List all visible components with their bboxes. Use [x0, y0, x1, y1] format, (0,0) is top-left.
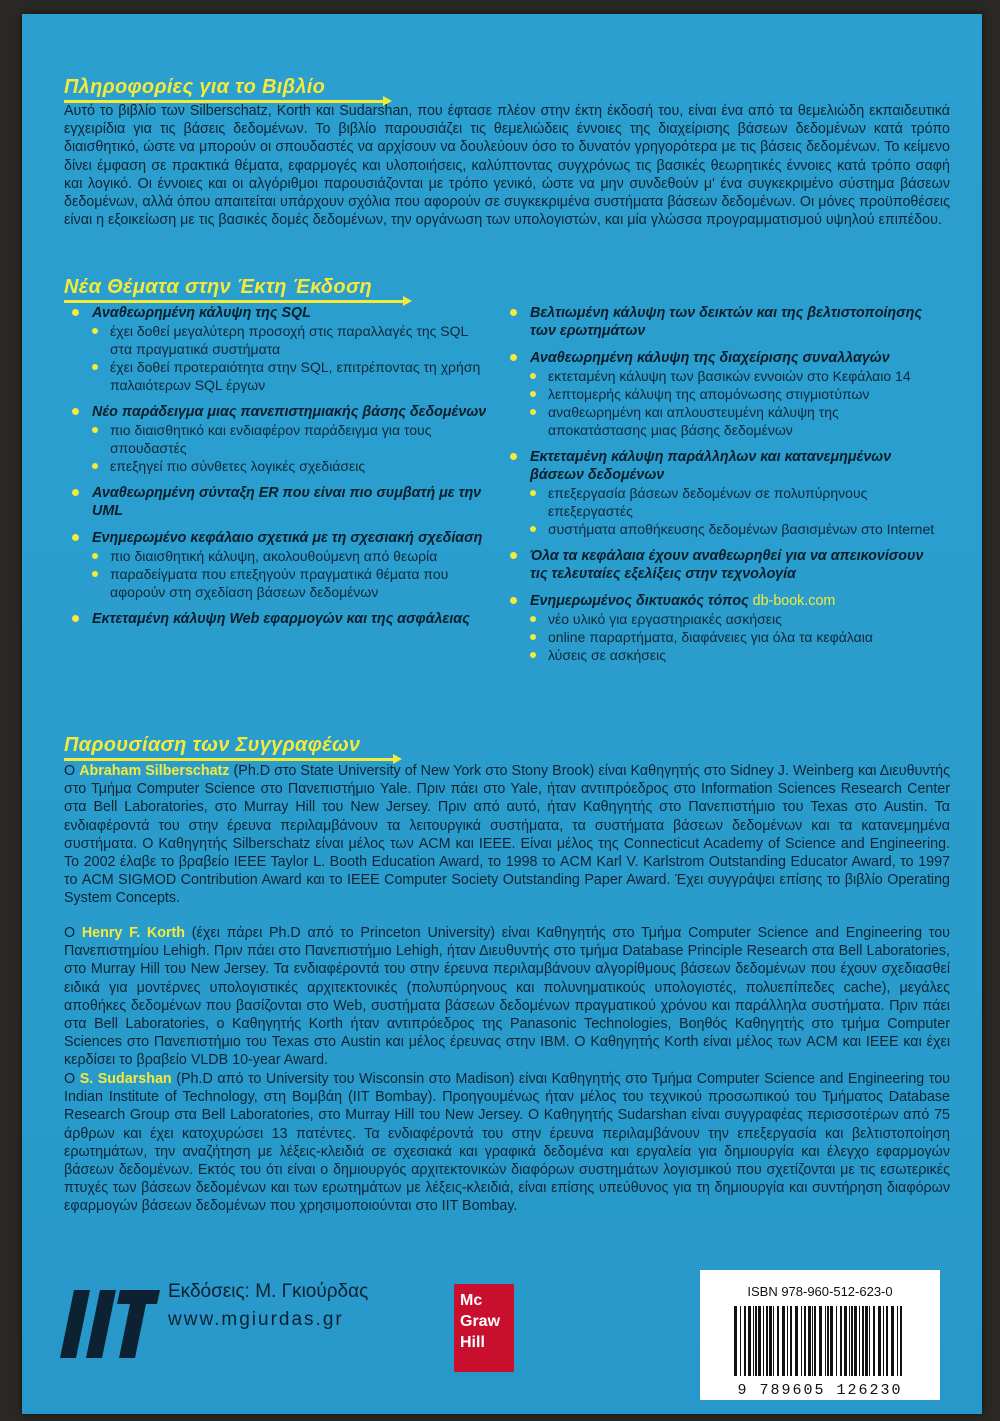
feature-subitem: [510, 403, 940, 439]
barcode-bar: [782, 1306, 785, 1376]
author-bio: [64, 762, 950, 908]
feature-heading: [72, 529, 492, 547]
barcode-bar: [777, 1306, 779, 1376]
new-topics-right-column: [510, 304, 940, 673]
feature-item: [510, 547, 940, 583]
author-prefix: Ο: [64, 925, 82, 941]
isbn-barcode-box: [700, 1270, 940, 1400]
barcode-bar: [830, 1306, 833, 1376]
feature-subitem: [510, 628, 940, 646]
section-rule: [64, 758, 394, 761]
feature-heading: [72, 403, 492, 421]
feature-subitem-text: επεξεργασία βάσεων δεδομένων σε πολυπύρηνους επεξεργαστές: [548, 485, 868, 519]
feature-subitem: [510, 367, 940, 385]
feature-item: [510, 448, 940, 538]
author-name: Abraham Silberschatz: [79, 763, 230, 779]
barcode-bar: [840, 1306, 842, 1376]
feature-subitem-text: λύσεις σε ασκήσεις: [548, 647, 666, 663]
barcode-bar: [900, 1306, 902, 1376]
feature-heading: [72, 484, 492, 520]
bullet-icon: [530, 634, 542, 640]
section-rule: [64, 300, 404, 303]
feature-item: [72, 304, 492, 394]
feature-subitem: [510, 385, 940, 403]
book-info-paragraph: Αυτό το βιβλίο των Silberschatz, Korth και Sudarshan, που έφτασε πλέον στην έκτη έκδοσή του, είναι ένα από τα θεμελιώδη εκπαιδευτικά εγχειρίδια για τις βάσεις δεδομένων. Το βιβλίο παρουσιάζει τις θεμελιώδεις έννοιες της διαχείρισης βάσεων δεδομένων κατά τρόπο διαισθητικό, ώστε να μπορούν οι σπουδαστές να αρχίσουν να δουλεύουν όσο το δυνατόν γρηγορότερα με τις βάσεις δεδομένων. Το κείμενο δίνει έμφαση σε πρακτικά θέματα, εφαρμογές και υλοποιήσεις, καλύπτοντας συγχρόνως τις βασικές θεωρητικές έννοιες κατά τρόπο σαφή και λογικό. Οι έννοιες και οι αλγόριθμοι παρουσιάζονται με τρόπο γενικό, ώστε να μην συνδεθούν μ' ένα συγκεκριμένο σύστημα βάσεων δεδομένων, αλλά όπου απαιτείται υπάρχουν σχόλια που αφορούν σε συγκεκριμένα συστήματα βάσεων δεδομένων. Οι μόνες προϋποθέσεις είναι η εξοικείωση με τις βασικές δομές δεδομένων, την οργάνωση των υπολογιστών, και μία γλώσσα προγραμματισμού υψηλού επιπέδου.: [64, 103, 950, 229]
barcode-bar: [819, 1306, 822, 1376]
barcode-bar: [755, 1306, 757, 1376]
section-title-book-info: Πληροφορίες για το Βιβλίο: [64, 76, 326, 98]
new-topics-left-column: [72, 304, 492, 637]
feature-subitem-text: εκτεταμένη κάλυψη των βασικών εννοιών στο Κεφάλαιο 14: [548, 368, 911, 384]
barcode-bar: [865, 1306, 868, 1376]
barcode-bar: [804, 1306, 806, 1376]
mcgraw-line: Graw: [460, 1313, 501, 1330]
barcode-bar: [873, 1306, 875, 1376]
feature-subitem: [510, 484, 940, 520]
barcode-bar: [844, 1306, 847, 1376]
barcode-icon: [732, 1306, 908, 1380]
barcode-bar: [859, 1306, 860, 1376]
feature-heading-text: Αναθεωρημένη κάλυψη της SQL: [92, 305, 311, 321]
bullet-icon: [510, 597, 522, 604]
barcode-bar: [812, 1306, 813, 1376]
publisher-info: [168, 1278, 368, 1334]
feature-subitem-text: έχει δοθεί προτεραιότητα στην SQL, επιτρέποντας τη χρήση παλαιότερων SQL έργων: [110, 359, 481, 393]
website-link[interactable]: db-book.com: [752, 593, 836, 609]
isbn-label: ISBN 978-960-512-623-0: [747, 1284, 893, 1299]
feature-subitem: [510, 610, 940, 628]
barcode-bar: [795, 1306, 798, 1376]
feature-heading: [510, 304, 940, 340]
feature-heading-text: Εκτεταμένη κάλυψη Web εφαρμογών και της ασφάλειας: [92, 611, 470, 627]
bullet-icon: [72, 489, 84, 496]
feature-subitem-text: νέο υλικό για εργαστηριακές ασκήσεις: [548, 611, 782, 627]
bullet-icon: [92, 463, 104, 469]
bullet-icon: [530, 373, 542, 379]
feature-heading-text: Αναθεωρημένη σύνταξη ER που είναι πιο συμβατή με την UML: [92, 485, 482, 519]
barcode-bar: [787, 1306, 788, 1376]
barcode-bar: [851, 1306, 853, 1376]
bullet-icon: [530, 526, 542, 532]
feature-heading-text: Εκτεταμένη κάλυψη παράλληλων και κατανεμημένων βάσεων δεδομένων: [530, 449, 892, 483]
feature-heading: [72, 610, 492, 628]
barcode-digits: 9 789605 126230: [737, 1382, 903, 1399]
publisher-name: Εκδόσεις: Μ. Γκιούρδας: [168, 1281, 369, 1302]
author-bio-text: (Ph.D από το University του Wisconsin στο Madison) είναι Καθηγητής στο Τμήμα Computer Science and Engineering του Indian Institute of Technology, στη Βομβάη (IIT Bombay). Προηγουμένως ήταν μέλος του τεχνικού προσωπικού του Τμήματος Database Research Group στα Bell Laboratories, στο Murray Hill του New Jersey. Ο Καθηγητής Sudarshan είναι συγγραφέας περισσοτέρων από 75 άρθρων και έχει κατοχυρώσει 13 πατέντες. Τα ενδιαφέροντά του στην έρευνα περιλαμβάνουν την επεξεργασία και βελτιστοποίηση ερωτημάτων, την αναζήτηση με λέξεις-κλειδιά σε σχεσιακά και γραφικά δεδομένα και εργαλεία για δημιουργία και έλεγχο εφαρμογών βάσεων δεδομένων. Εκτός του ότι είναι ο δημιουργός αρχιτεκτονικών διαφόρων συστημάτων λογισμικού που σχετίζονται με τις εσωτερικές πτυχές των βάσεων δεδομένων και των ερωτημάτων με λέξεις-κλειδιά, είναι επίσης υπεύθυνος για τη δημιουργία και συντήρηση διαφόρων εφαρμογών βάσεων δεδομένων που χρησιμοποιούνται στο IIT Bombay.: [64, 1071, 951, 1215]
bullet-icon: [530, 616, 542, 622]
feature-subitem: [72, 547, 492, 565]
bullet-icon: [72, 408, 84, 415]
author-bio-text: (έχει πάρει Ph.D από το Princeton University) είναι Καθηγητής στο Τμήμα Computer Science and Engineering του Πανεπιστημίου Lehigh. Πριν πάει στο Πανεπιστήμιο Lehigh, ήταν Διευθυντής στο τμήμα Database Principle Research στα Bell Laboratories, στο Murray Hill του New Jersey. Τα ενδιαφέροντά του στην έρευνα περιλαμβάνουν αλγορίθμους βάσεων δεδομένων που έχουν σχεδιασθεί ειδικά για μοντέρνες υπολογιστικές αρχιτεκτονικές (πολυπύρηνους και πολυνηματικούς υπολογιστές, πολυεπίπεδες cache), μεγάλες αποθήκες δεδομένων που βασίζονται στο Web, συστήματα βάσεων δεδομένων πραγματικού χρόνου και παράλληλα συστήματα. Πριν πάει στα Bell Laboratories, ο Καθηγητής Korth ήταν αντιπρόεδρος της Panasonic Technologies, Βοηθός Καθηγητής στο τμήμα Computer Sciences στο Πανεπιστήμιο του Texas στο Austin και μέλος έρευνας στην IBM. Ο Καθηγητής Korth είναι μέλος των ACM και IEEE και έχει κερδίσει το βραβείο VLDB 10-year Award.: [64, 925, 950, 1069]
barcode-bar: [758, 1306, 761, 1376]
barcode-bar: [814, 1306, 816, 1376]
feature-item: [72, 610, 492, 628]
barcode-bar: [766, 1306, 768, 1376]
barcode-bar: [801, 1306, 802, 1376]
feature-item: [510, 304, 940, 340]
bullet-icon: [72, 309, 84, 316]
feature-subitem-text: επεξηγεί πιο σύνθετες λογικές σχεδιάσεις: [110, 458, 366, 474]
barcode-bar: [897, 1306, 898, 1376]
bullet-icon: [510, 309, 522, 316]
feature-subitem-text: online παραρτήματα, διαφάνειες για όλα τα κεφάλαια: [548, 629, 873, 645]
feature-heading-text: Ενημερωμένος δικτυακός τόπος: [530, 593, 749, 609]
feature-subitem: [510, 520, 940, 538]
mcgraw-line: Hill: [460, 1334, 485, 1351]
feature-heading: [510, 592, 940, 610]
section-title-new-topics: Νέα Θέματα στην Έκτη Έκδοση: [64, 276, 373, 298]
barcode-bar: [886, 1306, 888, 1376]
feature-heading-text: Αναθεωρημένη κάλυψη της διαχείρισης συναλλαγών: [530, 350, 890, 366]
feature-subitem-text: συστήματα αποθήκευσης δεδομένων βασισμένων στο Internet: [548, 521, 935, 537]
feature-subitem: [72, 358, 492, 394]
feature-heading: [72, 304, 492, 322]
bullet-icon: [92, 553, 104, 559]
barcode-bar: [790, 1306, 792, 1376]
barcode-bar: [869, 1306, 870, 1376]
author-prefix: Ο: [64, 1071, 80, 1087]
bullet-icon: [92, 427, 104, 433]
feature-subitem-text: λεπτομερής κάλυψη της απομόνωσης στιγμιοτύπων: [548, 386, 870, 402]
bullet-icon: [510, 453, 522, 460]
author-bio: [64, 1070, 950, 1216]
feature-heading-text: Βελτιωμένη κάλυψη των δεικτών και της βελτιστοποίησης των ερωτημάτων: [530, 305, 922, 339]
feature-item: [510, 349, 940, 439]
barcode-bar: [808, 1306, 811, 1376]
bullet-icon: [530, 391, 542, 397]
feature-subitem: [510, 646, 940, 664]
bullet-icon: [92, 328, 104, 334]
barcode-bar: [836, 1306, 837, 1376]
barcode-bar: [769, 1306, 772, 1376]
feature-subitem-text: πιο διαισθητικό και ενδιαφέρον παράδειγμα για τους σπουδαστές: [110, 422, 432, 456]
publisher-logo: [60, 1284, 160, 1364]
feature-heading-text: Νέο παράδειγμα μιας πανεπιστημιακής βάσης δεδομένων: [92, 404, 487, 420]
barcode-bar: [891, 1306, 894, 1376]
barcode-bar: [825, 1306, 826, 1376]
feature-item: [72, 403, 492, 475]
barcode-bar: [878, 1306, 881, 1376]
mcgraw-hill-logo: [454, 1284, 514, 1372]
barcode-bar: [883, 1306, 884, 1376]
bullet-icon: [510, 552, 522, 559]
author-bio: [64, 924, 950, 1070]
mcgraw-line: Mc: [460, 1292, 483, 1309]
feature-item: [72, 529, 492, 601]
barcode-bar: [740, 1306, 741, 1376]
bullet-icon: [510, 354, 522, 361]
barcode-bar: [753, 1306, 754, 1376]
author-prefix: Ο: [64, 763, 80, 779]
feature-subitem: [72, 565, 492, 601]
feature-heading-text: Όλα τα κεφάλαια έχουν αναθεωρηθεί για να απεικονίσουν τις τελευταίες εξελίξεις στην τεχνολογία: [530, 548, 924, 582]
feature-subitem-text: αναθεωρημένη και απλουστευμένη κάλυψη της αποκατάστασης μιας βάσης δεδομένων: [548, 404, 839, 438]
feature-subitem-text: παραδείγματα που επεξηγούν πραγματικά θέματα που αφορούν στη σχεδίαση βάσεων δεδομένων: [110, 566, 449, 600]
feature-item: [510, 592, 940, 664]
bullet-icon: [530, 490, 542, 496]
publisher-url: www.mgiurdas.gr: [168, 1309, 344, 1330]
barcode-bar: [748, 1306, 751, 1376]
feature-heading-text: Ενημερωμένο κεφάλαιο σχετικά με τη σχεσιακή σχεδίαση: [92, 530, 483, 546]
author-bio-text: (Ph.D στο State University of New York στο Stony Brook) είναι Καθηγητής στο Sidney J. Weinberg και Διευθυντής στο Τμήμα Computer Science στο Πανεπιστήμιο Yale. Πριν πάει στο Yale, ήταν αντιπρόεδρος στο Information Sciences Research Center στα Bell Laboratories, στο Murray Hill του New Jersey. Πριν από αυτό, ήταν Καθηγητής στο Πανεπιστήμιο του Texas στο Austin. Τα ενδιαφέροντά του στην έρευνα περιλαμβάνουν τα λειτουργικά συστήματα, τα συστήματα βάσεων δεδομένων και τα κατανεμημένα συστήματα. Ο Καθηγητής Silberschatz είναι μέλος των ACM και IEEE. Είναι μέλος της Connecticut Academy of Science and Engineering. Το 2002 έλαβε το βραβείο IEEE Taylor L. Booth Education Award, το 1998 το ACM Karl V. Karlstrom Outstanding Educator Award, το 1997 το ACM SIGMOD Contribution Award και το IEEE Computer Society Outstanding Paper Award. Έχει συγγράψει επίσης το βιβλίο Operating System Concepts.: [64, 763, 950, 907]
barcode-bar: [744, 1306, 746, 1376]
book-back-cover: [22, 14, 982, 1414]
feature-subitem: [72, 322, 492, 358]
feature-subitem-text: πιο διαισθητική κάλυψη, ακολουθούμενη από θεωρία: [110, 548, 438, 564]
feature-item: [72, 484, 492, 520]
author-name: S. Sudarshan: [79, 1071, 172, 1087]
barcode-bar: [827, 1306, 829, 1376]
barcode-bar: [849, 1306, 850, 1376]
bullet-icon: [92, 364, 104, 370]
bullet-icon: [530, 652, 542, 658]
feature-subitem-text: έχει δοθεί μεγαλύτερη προσοχή στις παραλλαγές της SQL στα πραγματικά συστήματα: [110, 323, 468, 357]
bullet-icon: [72, 615, 84, 622]
bullet-icon: [92, 571, 104, 577]
feature-subitem: [72, 421, 492, 457]
feature-heading: [510, 448, 940, 484]
section-title-authors: Παρουσίαση των Συγγραφέων: [64, 734, 361, 756]
barcode-bar: [854, 1306, 857, 1376]
bullet-icon: [72, 534, 84, 541]
barcode-bar: [773, 1306, 774, 1376]
barcode-bar: [862, 1306, 864, 1376]
barcode-bar: [763, 1306, 764, 1376]
feature-heading: [510, 547, 940, 583]
barcode-bar: [734, 1306, 737, 1376]
feature-heading: [510, 349, 940, 367]
bullet-icon: [530, 409, 542, 415]
author-name: Henry F. Korth: [81, 925, 186, 941]
feature-subitem: [72, 457, 492, 475]
